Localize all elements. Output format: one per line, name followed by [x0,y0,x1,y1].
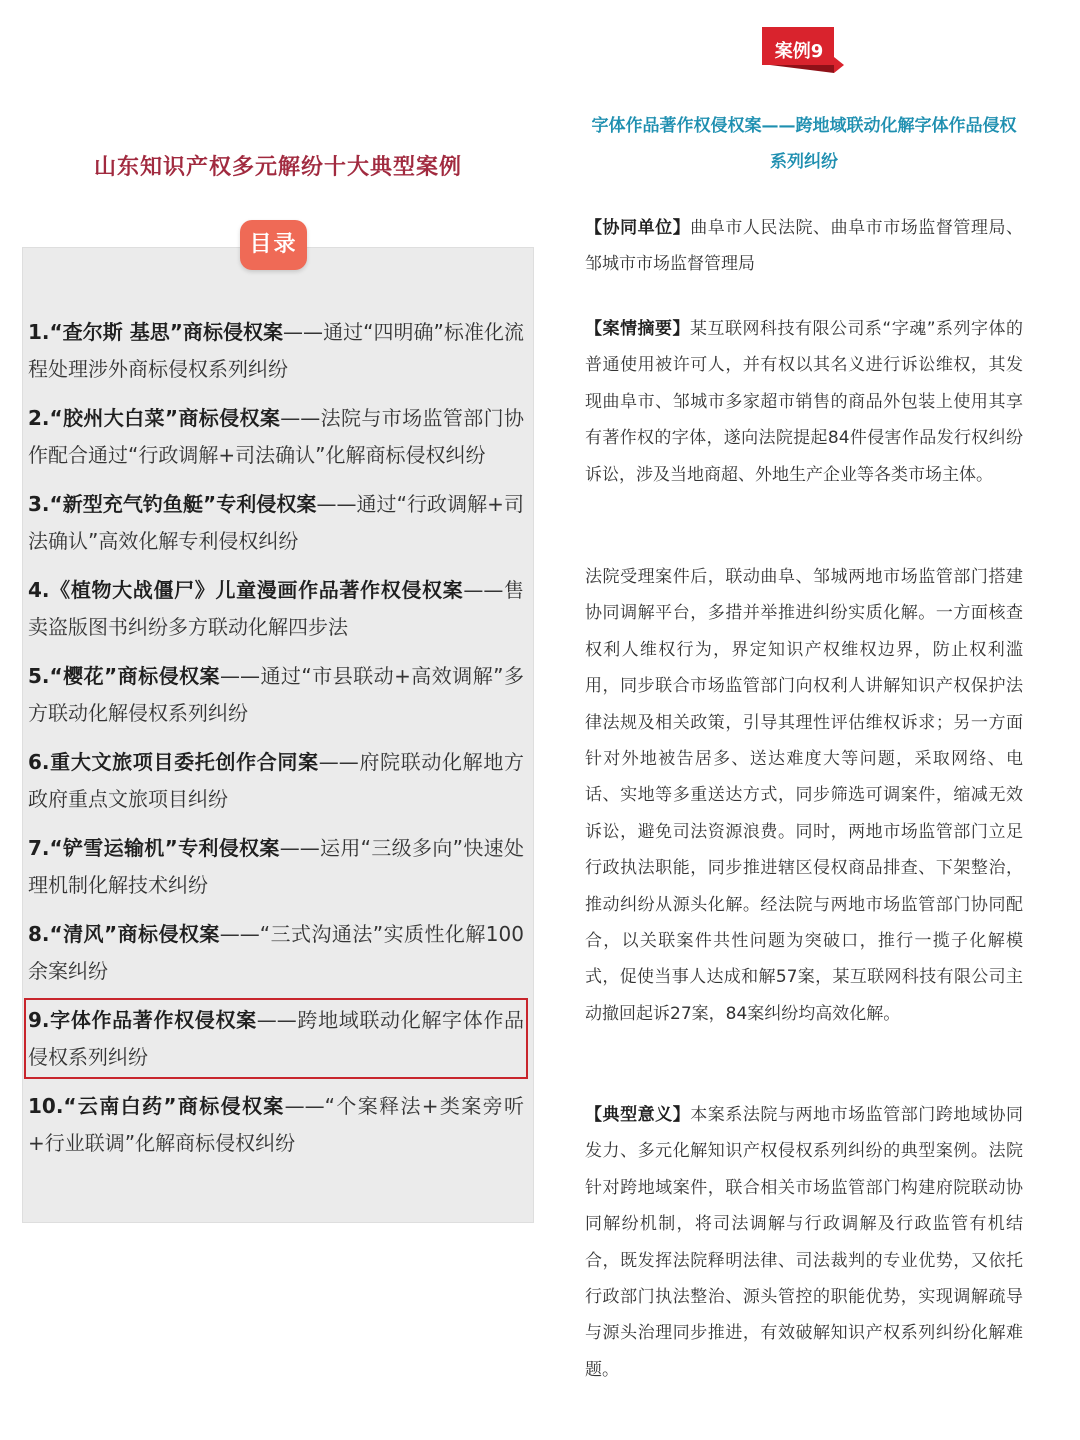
toc-item-title: 4.《植物大战僵尸》儿童漫画作品著作权侵权案 [28,578,464,602]
toc-item-desc: ——通过“四明确”标准化流程处理涉外商标侵权系列纠纷 [28,320,524,381]
toc-item-7[interactable] [28,830,524,903]
toc-item-desc: ——通过“行政调解+司法确认”高效化解专利侵权纠纷 [28,492,524,553]
section-label: 【案情摘要】 [585,319,690,339]
case-badge-label: 案例9 [774,41,824,62]
toc-item-10[interactable] [28,1088,524,1161]
section-label: 【协同单位】 [585,218,691,238]
section-label: 【典型意义】 [585,1105,691,1125]
toc-item-title: 5.“樱花”商标侵权案 [28,664,220,688]
toc-item-desc: ——法院与市场监管部门协作配合通过“行政调解+司法确认”化解商标侵权纠纷 [28,406,525,467]
toc-item-6[interactable] [28,744,524,817]
toc-item-desc: ——售卖盗版图书纠纷多方联动化解四步法 [28,578,525,639]
toc-item-title: 9.字体作品著作权侵权案 [28,1008,257,1032]
toc-badge: 目录 [240,220,307,270]
toc-item-4[interactable] [28,572,524,645]
section-significance [585,1097,1023,1388]
toc-item-3[interactable] [28,486,524,559]
section-text: 法院受理案件后，联动曲阜、邹城两地市场监管部门搭建协同调解平台，多措并举推进纠纷实质化解。一方面核查权利人维权行为，界定知识产权维权边界，防止权利滥用，同步联合市场监管部门向权利人讲解知识产权保护法律法规及相关政策，引导其理性评估维权诉求；另一方面针对外地被告居多、送达难度大等问题，采取网络、电话、实地等多重送达方式，同步筛选可调案件，缩减无效诉讼，避免司法资源浪费。同时，两地市场监管部门立足行政执法职能，同步推进辖区侵权商品排查、下架整治，推动纠纷从源头化解。经法院与两地市场监管部门协同配合，以关联案件共性问题为突破口，推行一揽子化解模式，促使当事人达成和解57案，某互联网科技有限公司主动撤回起诉27案，84案纠纷均高效化解。 [585,567,1023,1024]
case-title: 字体作品著作权侵权案——跨地域联动化解字体作品侵权系列纠纷 [591,116,1017,172]
toc-item-desc: ——“个案释法+类案旁听+行业联调”化解商标侵权纠纷 [28,1094,524,1155]
toc-item-desc: ——府院联动化解地方政府重点文旅项目纠纷 [28,750,525,811]
toc-item-title: 2.“胶州大白菜”商标侵权案 [28,406,281,430]
toc-item-desc: ——跨地域联动化解字体作品侵权系列纠纷 [28,1008,525,1069]
section-text: 本案系法院与两地市场监管部门跨地域协同发力、多元化解知识产权侵权系列纠纷的典型案例。法院针对跨地域案件，联合相关市场监管部门构建府院联动协同解纷机制，将司法调解与行政调解及行政监管有机结合，既发挥法院释明法律、司法裁判的专业优势，又依托行政部门执法整治、源头管控的职能优势，实现调解疏导与源头治理同步推进，有效破解知识产权系列纠纷化解难题。 [585,1105,1023,1380]
toc-item-title: 10.“云南白药”商标侵权案 [28,1094,285,1118]
section-text: 某互联网科技有限公司系“字魂”系列字体的普通使用被许可人，并有权以其名义进行诉讼维权，其发现曲阜市、邹城市多家超市销售的商品外包装上使用其享有著作权的字体，遂向法院提起84件侵害作品发行权纠纷诉讼，涉及当地商超、外地生产企业等各类市场主体。 [585,319,1024,485]
section-case-summary [585,311,1023,493]
toc-item-desc: ——“三式沟通法”实质性化解100余案纠纷 [28,922,524,983]
toc-item-title: 1.“查尔斯 基思”商标侵权案 [28,320,284,344]
toc-item-title: 6.重大文旅项目委托创作合同案 [28,750,319,774]
section-coop-units [585,210,1023,283]
toc-item-title: 3.“新型充气钓鱼艇”专利侵权案 [28,492,317,516]
toc-list [28,314,524,1174]
toc-item-desc: ——通过“市县联动+高效调解”多方联动化解侵权系列纠纷 [28,664,524,725]
case-badge [762,27,844,79]
toc-item-9-highlighted[interactable] [28,1002,524,1075]
section-process [585,559,1023,1032]
page-title: 山东知识产权多元解纷十大典型案例 [93,155,462,180]
section-text: 曲阜市人民法院、曲阜市市场监督管理局、邹城市市场监督管理局 [585,218,1023,275]
toc-item-8[interactable] [28,916,524,989]
toc-item-title: 7.“铲雪运输机”专利侵权案 [28,836,280,860]
toc-item-1[interactable] [28,314,524,387]
toc-item-5[interactable] [28,658,524,731]
toc-item-desc: ——运用“三级多向”快速处理机制化解技术纠纷 [28,836,524,897]
toc-item-2[interactable] [28,400,524,473]
toc-item-title: 8.“清风”商标侵权案 [28,922,220,946]
